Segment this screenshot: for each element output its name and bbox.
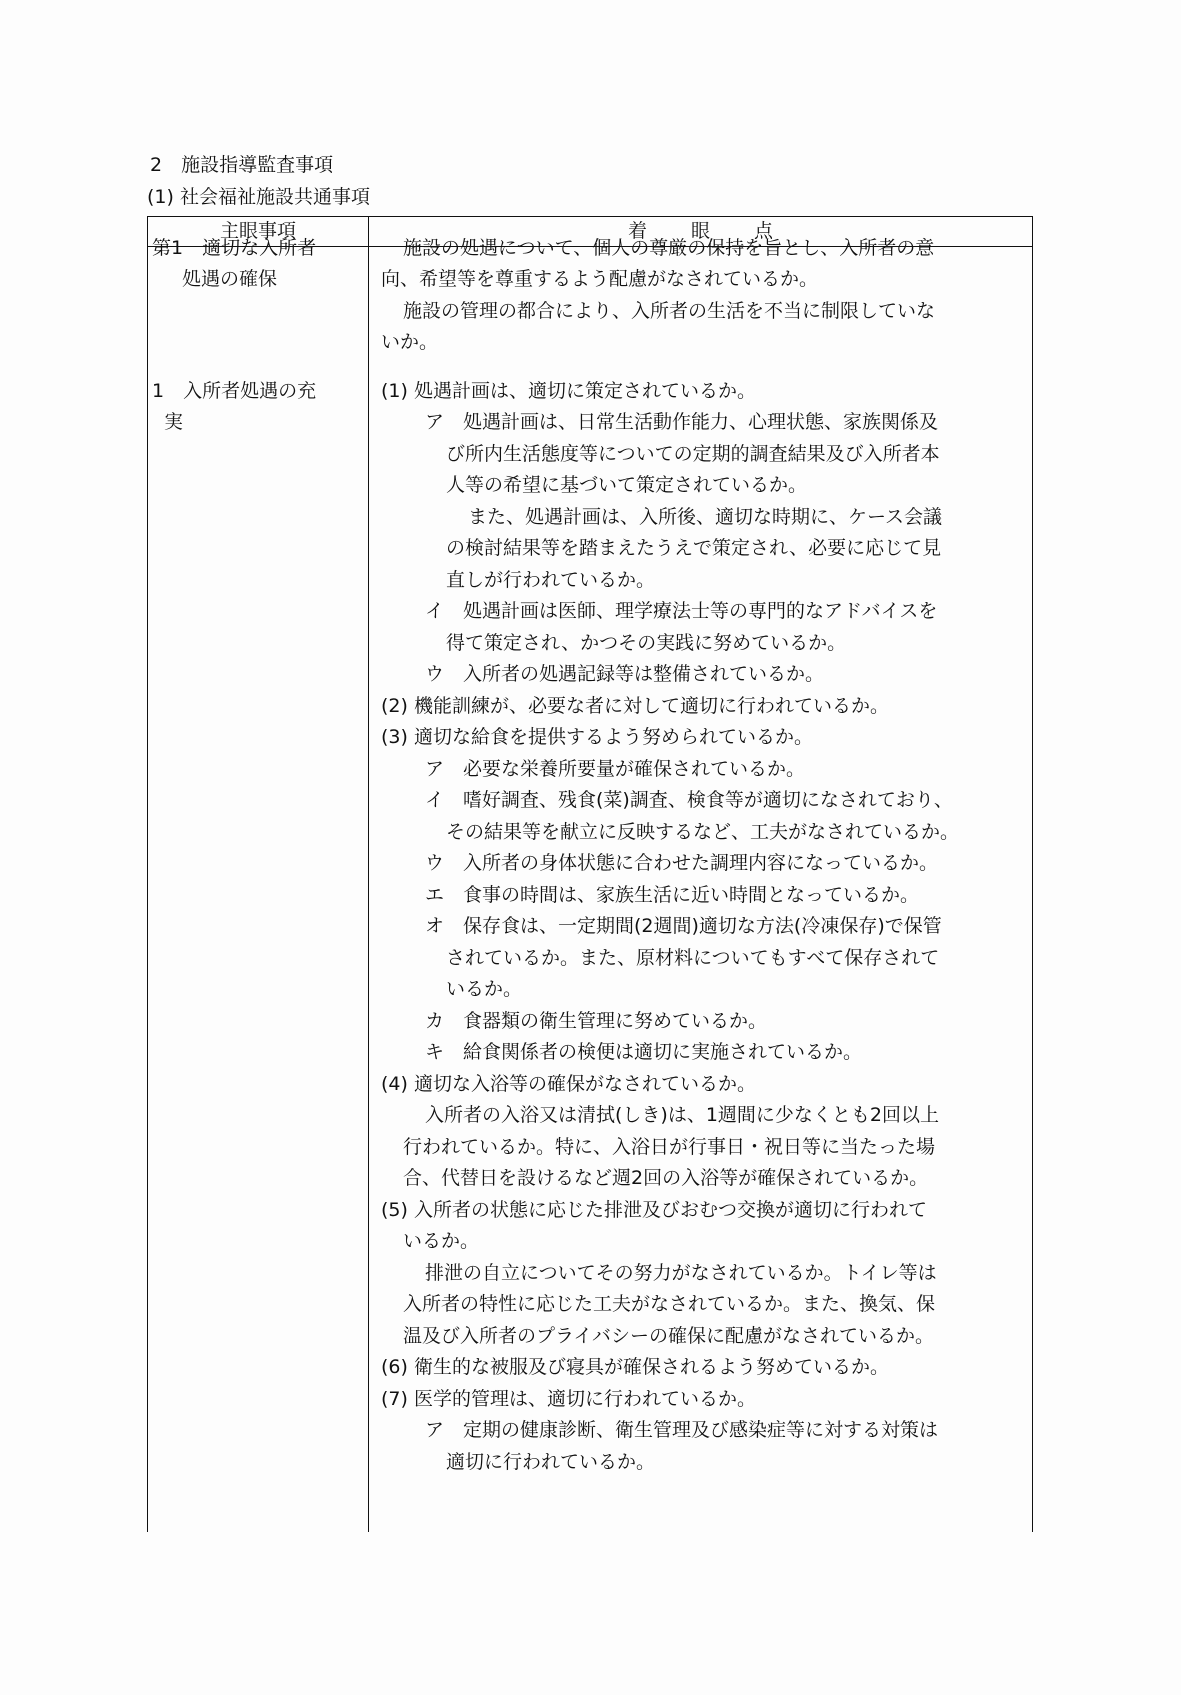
focus-point-line: イ 処遇計画は医師、理学療法士等の専門的なアドバイスを xyxy=(425,600,938,622)
focus-point-line: カ 食器類の衛生管理に努めているか。 xyxy=(425,1010,768,1032)
focus-point-line: 適切に行われているか。 xyxy=(446,1451,656,1473)
focus-point-line: いるか。 xyxy=(446,978,523,1000)
focus-point-line: (4) 適切な入浴等の確保がなされているか。 xyxy=(381,1073,756,1095)
subsection-title: (1) 社会福祉施設共通事項 xyxy=(147,186,370,208)
header-focus-char: 点 xyxy=(754,220,774,242)
focus-point-line: キ 給食関係者の検便は適切に実施されているか。 xyxy=(425,1041,863,1063)
focus-point-line: (1) 処遇計画は、適切に策定されているか。 xyxy=(381,380,756,402)
focus-point-line: 施設の処遇について、個人の尊厳の保持を旨とし、入所者の意 xyxy=(403,237,935,259)
focus-point-line: ア 必要な栄養所要量が確保されているか。 xyxy=(425,758,806,780)
focus-point-line: (3) 適切な給食を提供するよう努められているか。 xyxy=(381,726,813,748)
inspection-items-table xyxy=(147,216,1033,1532)
focus-point-line: (5) 入所者の状態に応じた排泄及びおむつ交換が適切に行われて xyxy=(381,1199,927,1221)
focus-point-line: 向、希望等を尊重するよう配慮がなされているか。 xyxy=(381,268,819,290)
focus-point-line: 合、代替日を設けるなど週2回の入浴等が確保されているか。 xyxy=(403,1167,929,1189)
focus-point-line: 排泄の自立についてその努力がなされているか。トイレ等は xyxy=(425,1262,937,1284)
focus-point-line: (7) 医学的管理は、適切に行われているか。 xyxy=(381,1388,756,1410)
focus-point-line: されているか。また、原材料についてもすべて保存されて xyxy=(446,947,940,969)
focus-point-line: その結果等を献立に反映するなど、工夫がなされているか。 xyxy=(446,821,960,843)
header-focus-char: 着 xyxy=(627,220,647,242)
focus-point-line: イ 嗜好調査、残食(菜)調査、検食等が適切になされており、 xyxy=(425,789,953,811)
focus-point-line: (6) 衛生的な被服及び寝具が確保されるよう努めているか。 xyxy=(381,1356,889,1378)
column-divider xyxy=(368,217,369,1532)
focus-point-line: 行われているか。特に、入浴日が行事日・祝日等に当たった場 xyxy=(403,1136,936,1158)
main-item-line: 1 入所者処遇の充 xyxy=(152,380,317,402)
focus-point-line: ウ 入所者の処遇記録等は整備されているか。 xyxy=(425,663,825,685)
focus-point-line: 入所者の入浴又は清拭(しき)は、1週間に少なくとも2回以上 xyxy=(425,1104,940,1126)
focus-point-line: (2) 機能訓練が、必要な者に対して適切に行われているか。 xyxy=(381,695,889,717)
focus-point-line: 施設の管理の都合により、入所者の生活を不当に制限していな xyxy=(403,300,936,322)
focus-point-line: 入所者の特性に応じた工夫がなされているか。また、換気、保 xyxy=(403,1293,936,1315)
focus-point-line: び所内生活態度等についての定期的調査結果及び入所者本 xyxy=(446,443,940,465)
focus-point-line: また、処遇計画は、入所後、適切な時期に、ケース会議 xyxy=(468,506,943,528)
focus-point-line: の検討結果等を踏まえたうえで策定され、必要に応じて見 xyxy=(446,537,942,559)
focus-point-line: エ 食事の時間は、家族生活に近い時間となっているか。 xyxy=(425,884,920,906)
focus-point-line: ウ 入所者の身体状態に合わせた調理内容になっているか。 xyxy=(425,852,939,874)
main-item-line: 第1 適切な入所者 xyxy=(152,237,317,259)
focus-point-line: ア 処遇計画は、日常生活動作能力、心理状態、家族関係及 xyxy=(425,411,939,433)
header-focus-char: 眼 xyxy=(690,220,710,242)
header-main-item: 主眼事項 xyxy=(219,220,296,242)
focus-point-line: 温及び入所者のプライバシーの確保に配慮がなされているか。 xyxy=(403,1325,935,1347)
focus-point-line: 直しが行われているか。 xyxy=(446,569,656,591)
focus-point-line: 得て策定され、かつその実践に努めているか。 xyxy=(446,632,847,654)
main-item-line: 実 xyxy=(164,411,184,433)
section-title: 2 施設指導監査事項 xyxy=(150,154,334,176)
main-item-line: 処遇の確保 xyxy=(182,268,278,290)
focus-point-line: オ 保存食は、一定期間(2週間)適切な方法(冷凍保存)で保管 xyxy=(425,915,942,937)
focus-point-line: いか。 xyxy=(381,331,439,353)
focus-point-line: 人等の希望に基づいて策定されているか。 xyxy=(446,474,808,496)
focus-point-line: いるか。 xyxy=(403,1230,480,1252)
focus-point-line: ア 定期の健康診断、衛生管理及び感染症等に対する対策は xyxy=(425,1419,939,1441)
